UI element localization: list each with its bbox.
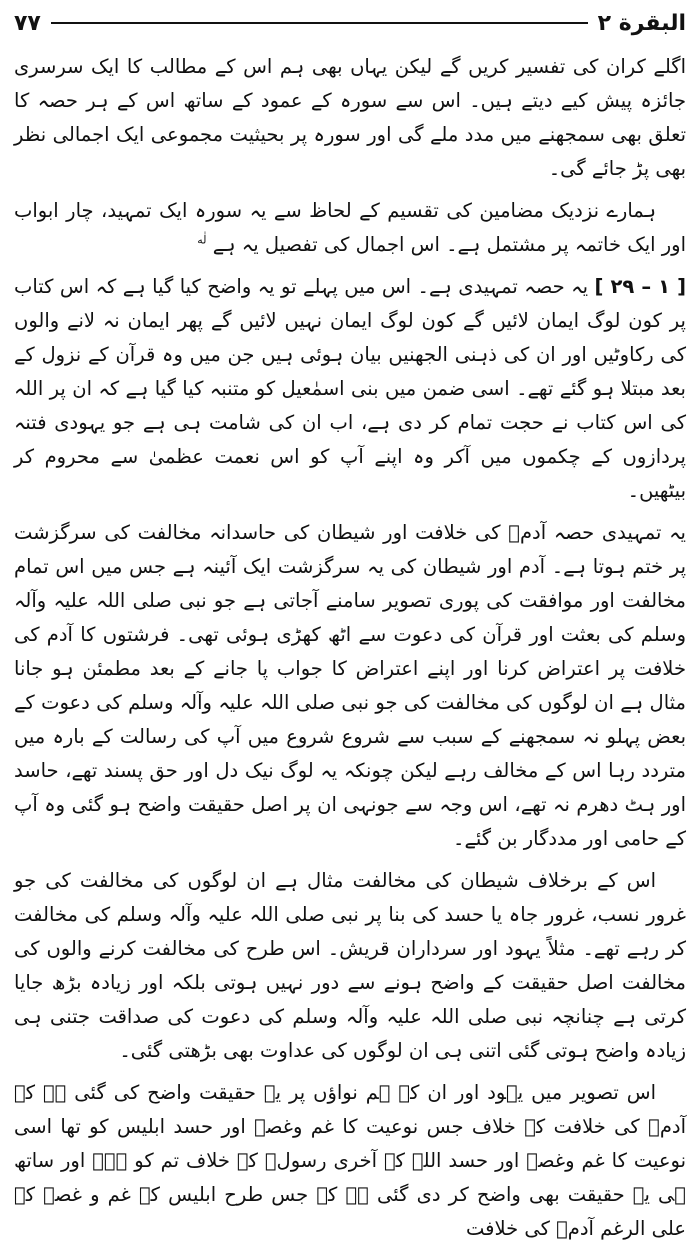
paragraph-text: یہ حصہ تمہیدی ہے۔ اس میں پہلے تو یہ واضح کیا گیا ہے کہ اس کتاب پر کون لوگ ایمان لائیں گے کون لوگ ایمان نہیں لائیں گے پھر ایمان نہ لانے والوں کی رکاوٹیں اور ان کی ذہنی الجھنیں بیان ہوئی ہیں جن میں وہ قرآن کے نزول کے بعد مبتلا ہو گئے تھے۔ اسی ضمن میں بنی اسمٰعیل کو متنبہ کیا گیا ہے کہ ان پر اللہ کی اس کتاب نے حجت تمام کر دی ہے، اب ان کی شامت ہی ہے جو یہودی فتنہ پردازوں کے چکموں میں آکر وہ اپنے آپ کو اس نعمت عظمیٰ سے محروم کر بیٹھیں۔ bbox=[14, 275, 686, 502]
surah-title: البقرة ۲ bbox=[597, 10, 686, 36]
paragraph bbox=[14, 1076, 686, 1246]
page-number: ۷۷ bbox=[14, 10, 41, 36]
paragraph-text: اس کے برخلاف شیطان کی مخالفت مثال ہے ان لوگوں کی مخالفت کی جو غرور نسب، غرور جاہ یا حسد کی بنا پر نبی صلی اللہ علیہ وآلہ وسلم کی مخالفت کر رہے تھے۔ مثلاً یہود اور سرداران قریش۔ اس طرح کی مخالفت کرنے والوں کی مخالفت اصل حقیقت کے واضح ہونے سے دور نہیں ہوتی بلکہ اور زیادہ بڑھ جایا کرتی ہے چنانچہ نبی صلی اللہ علیہ وآلہ وسلم کی دعوت کی صداقت جتنی ہی زیادہ واضح ہوتی گئی اتنی ہی ان لوگوں کی عداوت بھی بڑھتی گئی۔ bbox=[14, 869, 686, 1062]
paragraph-text: اس تصویر میں یہود اور ان کے ہم نواؤں پر یہ حقیقت واضح کی گئی ہے کہ آدمؑ کی خلافت کے خلاف جس نوعیت کا غم وغصہ اور حسد ابلیس کو تھا اسی نوعیت کا غم وغصہ اور حسد اللہ کے آخری رسولؐ کے خلاف تم کو ہے۔ اور ساتھ ہی یہ حقیقت بھی واضح کر دی گئی ہے کہ جس طرح ابلیس کے غم و غصہ کے علی الرغم آدمؑ کی خلافت bbox=[14, 1081, 686, 1240]
paragraph-text: اگلے کران کی تفسیر کریں گے لیکن یہاں بھی ہم اس کے مطالب کا ایک سرسری جائزہ پیش کیے دیتے ہیں۔ اس سے سورہ کے عمود کے ساتھ اس کے ہر حصہ کا تعلق بھی سمجھنے میں مدد ملے گی اور سورہ پر بحیثیت مجموعی ایک اجمالی نظر بھی پڑ جائے گی۔ bbox=[14, 55, 686, 180]
paragraph-text: ہمارے نزدیک مضامین کی تقسیم کے لحاظ سے یہ سورہ ایک تمہید، چار ابواب اور ایک خاتمہ پر مشتمل ہے۔ اس اجمال کی تفصیل یہ ہے bbox=[14, 199, 686, 256]
verse-range: [ ۱ – ۲۹ ] bbox=[594, 275, 687, 298]
page-header bbox=[14, 6, 686, 40]
header-rule bbox=[51, 22, 588, 24]
page-body bbox=[14, 50, 686, 1246]
paragraph bbox=[14, 270, 686, 508]
paragraph bbox=[14, 864, 686, 1068]
paragraph bbox=[14, 50, 686, 186]
paragraph bbox=[14, 516, 686, 856]
footnote-mark: لٰه bbox=[197, 233, 207, 247]
paragraph bbox=[14, 194, 686, 262]
paragraph-text: یہ تمہیدی حصہ آدمؑ کی خلافت اور شیطان کی حاسدانہ مخالفت کی سرگزشت پر ختم ہوتا ہے۔ آدم اور شیطان کی یہ سرگزشت ایک آئینہ ہے جس میں اس تمام مخالفت اور موافقت کی پوری تصویر سامنے آجاتی ہے جو نبی صلی اللہ علیہ وآلہ وسلم کی بعثت اور قرآن کی دعوت سے اٹھ کھڑی ہوئی تھی۔ فرشتوں کا آدم کی خلافت پر اعتراض کرنا اور اپنے اعتراض کا جواب پا جانے کے بعد مطمئن ہو جانا مثال ہے ان لوگوں کی مخالفت کی جو نبی صلی اللہ علیہ وآلہ وسلم کی دعوت کے بعض پہلو نہ سمجھنے کے سبب سے شروع شروع میں آپ کی رسالت کے بارہ میں متردد رہا اس کے مخالف رہے لیکن چونکہ یہ لوگ نیک دل اور حق پسند تھے، حاسد اور ہٹ دھرم نہ تھے، اس وجہ سے جونہی ان پر اصل حقیقت واضح ہو گئی وہ آپ کے حامی اور مددگار بن گئے۔ bbox=[14, 521, 686, 850]
